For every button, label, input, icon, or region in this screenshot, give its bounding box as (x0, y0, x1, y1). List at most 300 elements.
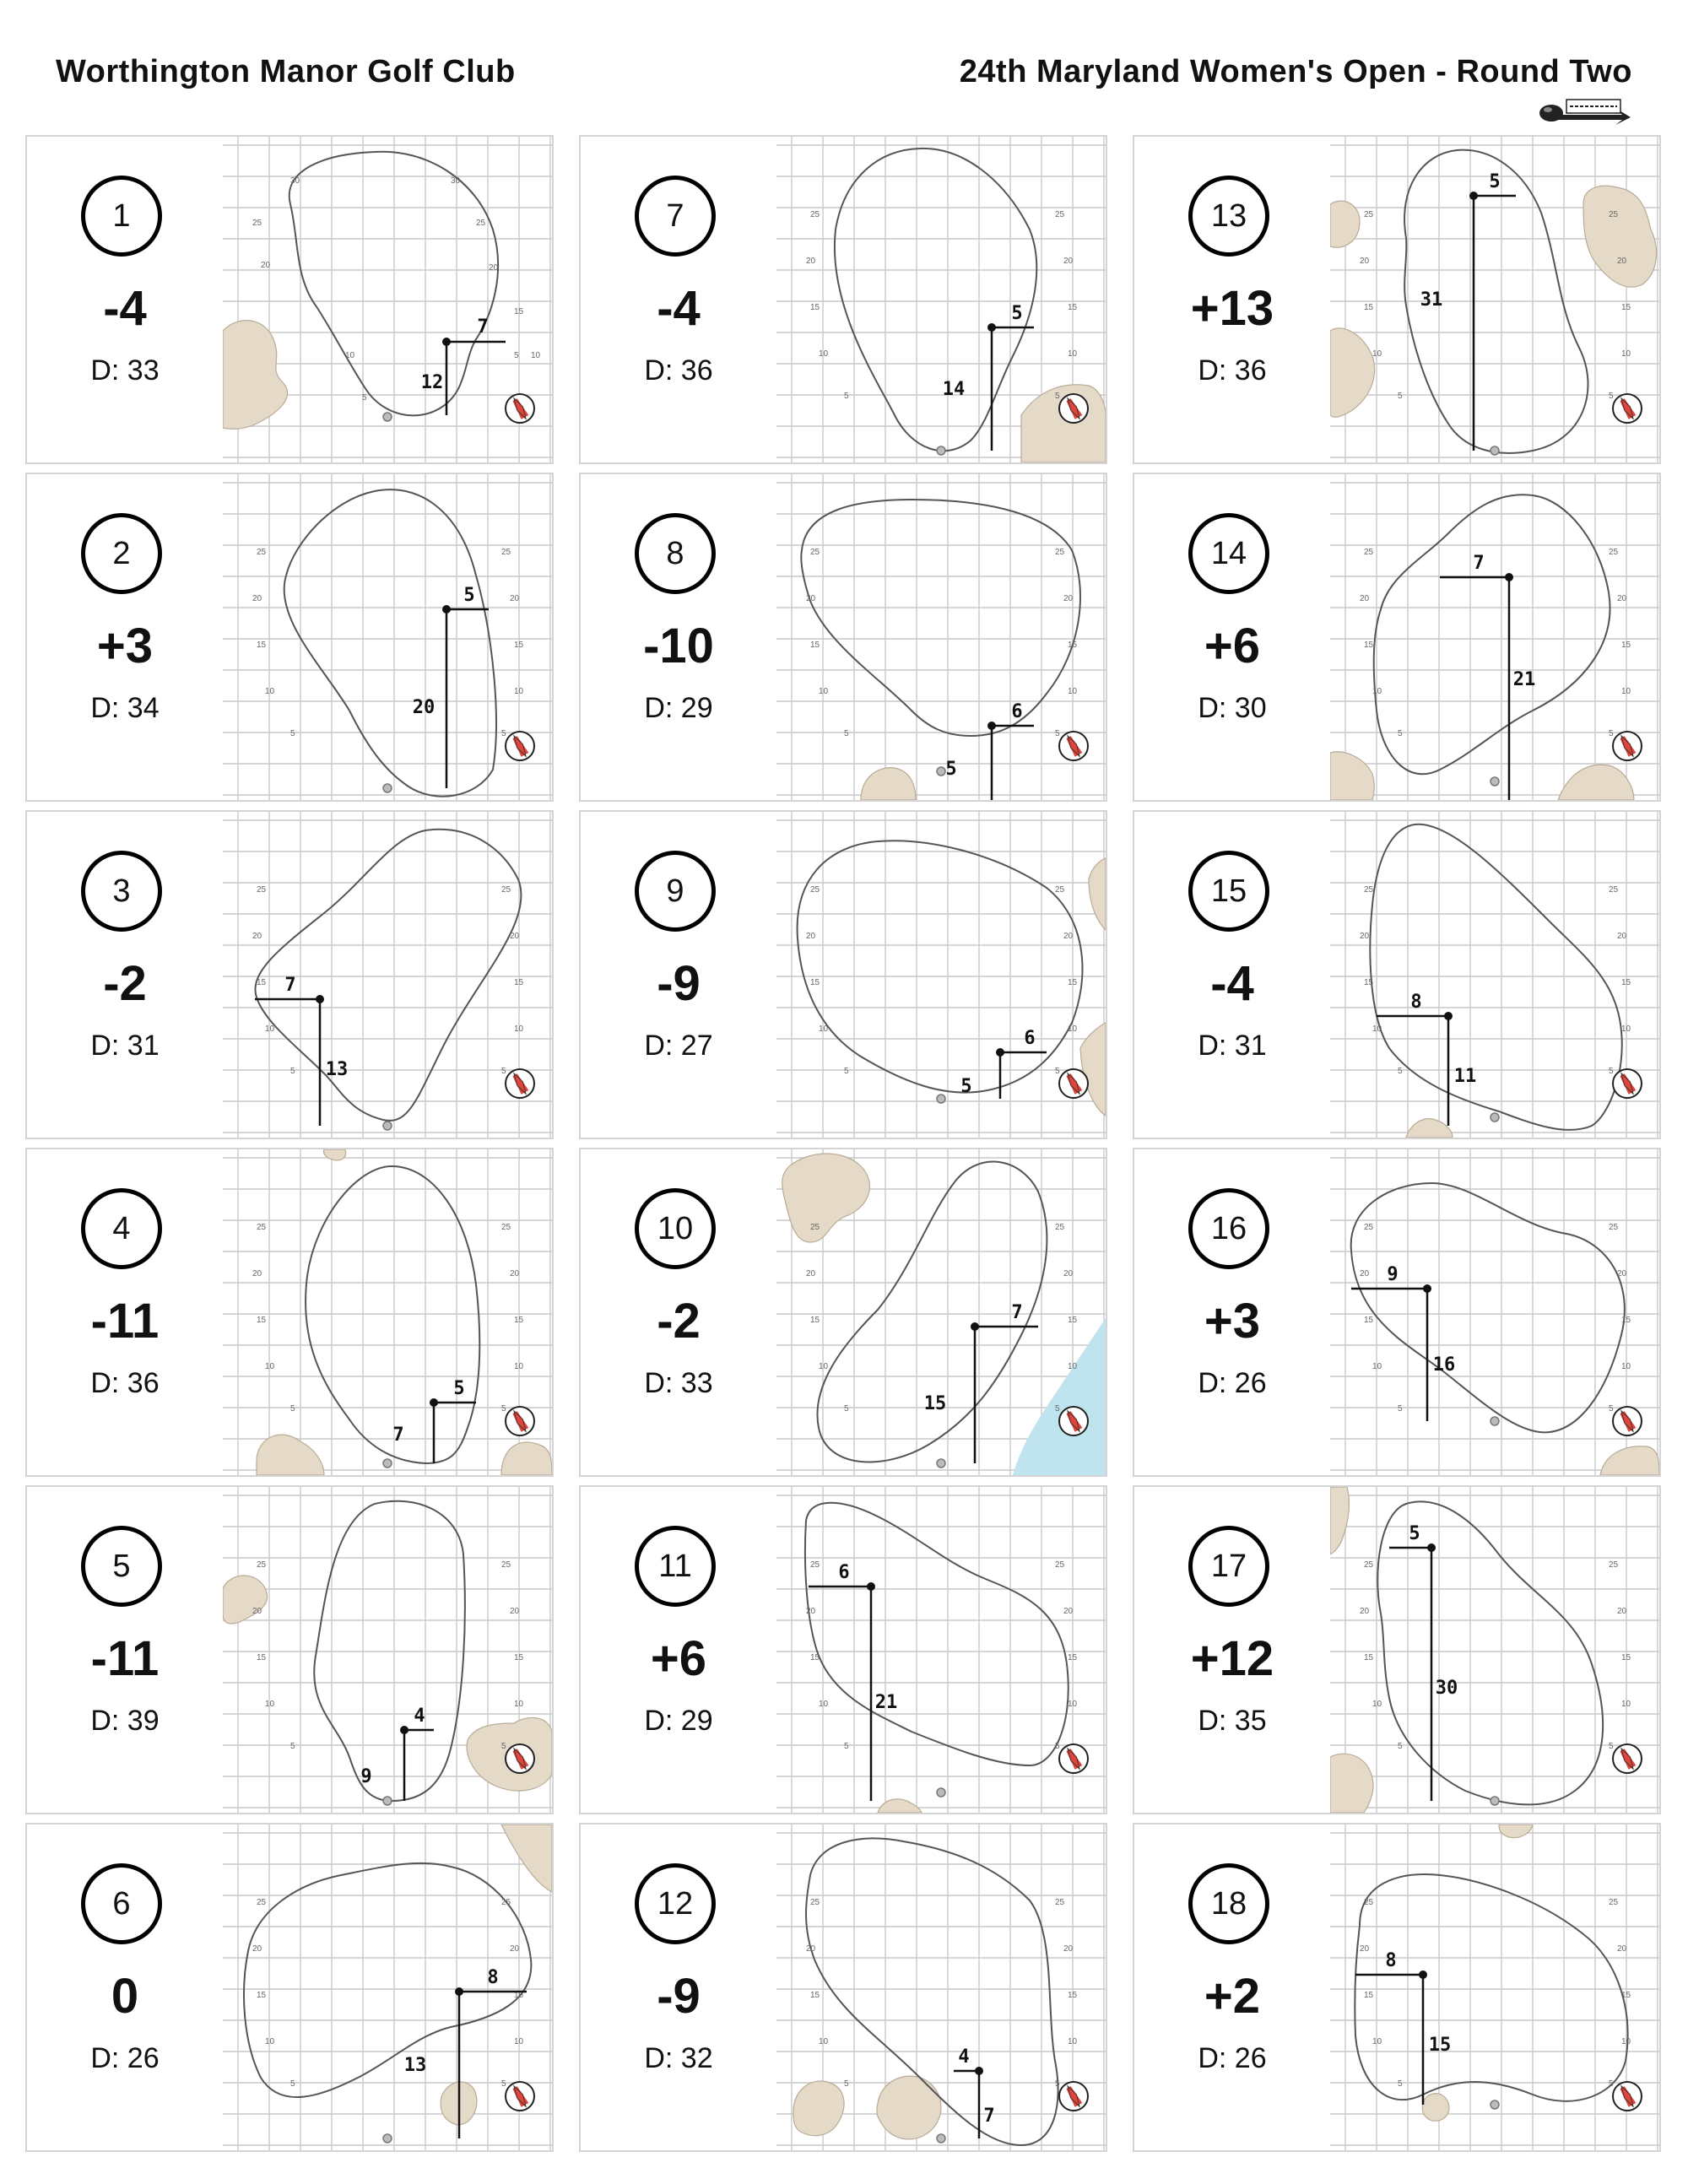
distance-marker: 25 (1609, 1223, 1619, 1232)
hole-card (1133, 1148, 1661, 1477)
distance-marker: 15 (810, 1991, 820, 2000)
up-distance-label: 12 (420, 372, 444, 393)
distance-marker: 20 (1360, 257, 1370, 266)
distance-marker: 5 (844, 1742, 849, 1751)
distance-marker: 5 (844, 2079, 849, 2089)
distance-marker: 15 (257, 1653, 267, 1662)
pin-location (400, 1726, 408, 1734)
compass-icon (506, 1069, 534, 1098)
distance-marker: 5 (290, 2079, 295, 2089)
pin-location (430, 1398, 438, 1407)
distance-marker: 5 (1609, 1404, 1614, 1414)
sprinkler-head (383, 784, 392, 792)
hole-number: 15 (1188, 851, 1269, 932)
distance-marker: 15 (514, 1991, 524, 2000)
distance-marker: 5 (1609, 1067, 1614, 1076)
distance-marker: 25 (1609, 1560, 1619, 1570)
distance-marker: 10 (1372, 2037, 1382, 2046)
up-distance-label: 9 (360, 1766, 372, 1787)
compass-icon (506, 394, 534, 423)
sprinkler-head (1491, 1797, 1499, 1805)
hole-number: 6 (81, 1863, 162, 1944)
distance-marker: 5 (1398, 729, 1403, 738)
distance-marker: 25 (501, 548, 511, 557)
distance-marker: 20 (1063, 257, 1074, 266)
pin-offset-score: +6 (1204, 619, 1261, 673)
distance-marker: 10 (514, 1362, 524, 1371)
distance-marker: 30 (451, 176, 461, 186)
pin-offset-score: +3 (1204, 1294, 1261, 1349)
up-distance-label: 15 (923, 1393, 947, 1414)
distance-marker: 10 (1372, 1024, 1382, 1034)
pin-location (442, 605, 451, 614)
compass-icon (506, 2082, 534, 2111)
bunker (1558, 765, 1634, 800)
up-distance-label: 21 (1512, 669, 1536, 690)
pin-offset-score: -10 (643, 619, 714, 673)
distance-marker: 5 (844, 392, 849, 401)
distance-marker: 25 (1364, 1560, 1374, 1570)
green-depth: D: 39 (90, 1705, 160, 1737)
hole-info (27, 474, 223, 800)
hole-card (1133, 810, 1661, 1139)
hole-info (581, 137, 776, 462)
distance-marker: 25 (810, 548, 820, 557)
bunker (1406, 1119, 1453, 1138)
distance-marker: 15 (810, 978, 820, 987)
compass-icon (1059, 1744, 1088, 1773)
distance-marker: 10 (1621, 1024, 1631, 1034)
hole-info (27, 137, 223, 462)
distance-marker: 15 (810, 303, 820, 312)
hole-card (25, 1148, 554, 1477)
distance-marker: 10 (1068, 1024, 1078, 1034)
distance-marker: 25 (810, 885, 820, 895)
hole-number: 14 (1188, 513, 1269, 594)
distance-marker: 20 (806, 1944, 816, 1954)
green-depth: D: 26 (1198, 1367, 1267, 1399)
up-distance-label: 14 (942, 379, 966, 400)
distance-marker: 15 (514, 641, 524, 650)
compass-icon (1613, 732, 1642, 760)
bunker (1583, 186, 1657, 287)
compass-icon (1059, 1069, 1088, 1098)
sprinkler-head (1491, 2100, 1499, 2109)
distance-marker: 25 (1055, 210, 1065, 219)
sprinkler-head (937, 2134, 945, 2143)
pin-offset-score: +12 (1190, 1631, 1274, 1686)
distance-marker: 20 (806, 1269, 816, 1279)
pin-location (987, 722, 996, 730)
hole-card (579, 473, 1107, 802)
distance-marker: 10 (265, 2037, 275, 2046)
distance-marker: 10 (1621, 1362, 1631, 1371)
pin-offset-score: -2 (103, 956, 147, 1011)
sprinkler-head (383, 1797, 392, 1805)
distance-marker: 10 (265, 1362, 275, 1371)
distance-marker: 10 (1068, 1362, 1078, 1371)
side-distance-label: 5 (1489, 171, 1501, 192)
green-diagram (223, 812, 552, 1138)
green-diagram (1330, 1487, 1659, 1813)
distance-marker: 15 (810, 641, 820, 650)
distance-marker: 25 (810, 1898, 820, 1907)
distance-marker: 5 (290, 1067, 295, 1076)
side-distance-label: 4 (414, 1706, 425, 1727)
green-diagram (223, 474, 552, 800)
club-name: Worthington Manor Golf Club (56, 54, 516, 89)
distance-marker: 10 (1068, 1700, 1078, 1709)
distance-marker: 5 (1398, 1067, 1403, 1076)
side-distance-label: 5 (453, 1378, 465, 1399)
distance-marker: 5 (362, 393, 367, 403)
bunker (1422, 2094, 1449, 2122)
side-distance-label: 9 (1387, 1264, 1399, 1285)
distance-marker: 20 (1063, 1607, 1074, 1616)
distance-marker: 20 (806, 932, 816, 941)
sprinkler-head (937, 1459, 945, 1468)
pin-location (1427, 1543, 1436, 1552)
green-depth: D: 26 (90, 2042, 160, 2074)
distance-marker: 15 (810, 1653, 820, 1662)
distance-marker: 5 (1398, 392, 1403, 401)
distance-marker: 20 (510, 594, 520, 603)
green-diagram (1330, 1825, 1659, 2150)
hole-number: 5 (81, 1526, 162, 1607)
distance-marker: 5 (501, 1742, 506, 1751)
distance-marker: 20 (1617, 257, 1627, 266)
hole-card (25, 473, 554, 802)
distance-marker: 25 (1609, 548, 1619, 557)
distance-marker: 10 (514, 1700, 524, 1709)
green-outline (798, 841, 1083, 1092)
hole-number: 13 (1188, 176, 1269, 257)
green-diagram (223, 1487, 552, 1813)
hole-number: 11 (635, 1526, 716, 1607)
distance-marker: 10 (514, 1024, 524, 1034)
sprinkler-head (1491, 777, 1499, 786)
page-header (56, 54, 1632, 105)
distance-marker: 15 (257, 1991, 267, 2000)
bunker (793, 2081, 844, 2136)
green-depth: D: 30 (1198, 692, 1267, 724)
distance-marker: 25 (1055, 548, 1065, 557)
distance-marker: 10 (819, 2037, 829, 2046)
distance-marker: 25 (257, 548, 267, 557)
pin-location (1423, 1284, 1431, 1293)
green-depth: D: 31 (90, 1030, 160, 1062)
side-distance-label: 5 (463, 585, 475, 606)
hole-card (25, 1823, 554, 2152)
hole-info (1134, 812, 1330, 1138)
green-diagram (776, 1487, 1106, 1813)
distance-marker: 15 (514, 1316, 524, 1325)
green-diagram (776, 137, 1106, 462)
distance-marker: 25 (1364, 1223, 1374, 1232)
green-diagram (776, 1825, 1106, 2150)
distance-marker: 15 (1068, 1991, 1078, 2000)
distance-marker: 25 (257, 1560, 267, 1570)
compass-icon (1059, 1407, 1088, 1435)
sprinkler-head (1491, 1113, 1499, 1122)
distance-marker: 20 (252, 932, 262, 941)
hole-number: 2 (81, 513, 162, 594)
pin-offset-score: +13 (1190, 281, 1274, 336)
distance-marker: 10 (1621, 1700, 1631, 1709)
hole-card (25, 1485, 554, 1814)
compass-icon (506, 1744, 534, 1773)
bunker (501, 1825, 552, 1892)
distance-marker: 10 (1621, 349, 1631, 359)
side-distance-label: 7 (477, 316, 489, 338)
distance-marker: 10 (1621, 2037, 1631, 2046)
green-diagram (223, 137, 552, 462)
distance-marker: 25 (501, 1223, 511, 1232)
hole-card (1133, 1823, 1661, 2152)
green-diagram (1330, 1149, 1659, 1475)
pin-offset-score: +2 (1204, 1969, 1261, 2024)
distance-marker: 20 (252, 594, 262, 603)
hole-info (581, 1487, 776, 1813)
distance-marker: 20 (261, 261, 271, 270)
side-distance-label: 8 (1410, 992, 1422, 1013)
distance-marker: 10 (819, 687, 829, 696)
distance-marker: 20 (510, 1607, 520, 1616)
distance-marker: 5 (1398, 2079, 1403, 2089)
hole-card (579, 1823, 1107, 2152)
hole-info (27, 1487, 223, 1813)
distance-marker: 15 (810, 1316, 820, 1325)
distance-marker: 10 (819, 1700, 829, 1709)
grid (776, 1487, 1106, 1813)
distance-marker: 5 (1609, 1742, 1614, 1751)
bunker (1330, 752, 1374, 800)
distance-marker: 15 (1621, 303, 1631, 312)
sprinkler-head (1491, 446, 1499, 455)
up-distance-label: 11 (1453, 1066, 1477, 1087)
bunker (877, 2076, 941, 2139)
side-distance-label: 8 (487, 1967, 499, 1988)
distance-marker: 25 (810, 210, 820, 219)
distance-marker: 5 (290, 729, 295, 738)
green-depth: D: 29 (644, 692, 713, 724)
distance-marker: 15 (1621, 1316, 1631, 1325)
distance-marker: 10 (819, 1362, 829, 1371)
up-distance-label: 5 (960, 1076, 972, 1097)
hole-card (1133, 135, 1661, 464)
distance-marker: 20 (1360, 1269, 1370, 1279)
distance-marker: 20 (806, 594, 816, 603)
distance-marker: 15 (1068, 641, 1078, 650)
side-distance-label: 7 (1011, 1302, 1023, 1323)
compass-icon (506, 732, 534, 760)
distance-marker: 10 (265, 1700, 275, 1709)
distance-marker: 5 (1609, 2079, 1614, 2089)
distance-marker: 20 (1617, 594, 1627, 603)
bunker (1600, 1446, 1659, 1475)
up-distance-label: 13 (325, 1059, 349, 1080)
side-distance-label: 7 (284, 975, 296, 996)
distance-marker: 5 (1055, 729, 1060, 738)
distance-marker: 5 (290, 1742, 295, 1751)
bunker (1330, 201, 1360, 247)
hole-number: 9 (635, 851, 716, 932)
pin-location (996, 1048, 1004, 1057)
distance-marker: 10 (819, 349, 829, 359)
pin-offset-score: -4 (103, 281, 147, 336)
bunker (501, 1442, 552, 1475)
hole-info (581, 474, 776, 800)
distance-marker: 5 (1055, 1404, 1060, 1414)
up-distance-label: 15 (1428, 2035, 1452, 2056)
bunker (782, 1154, 870, 1242)
distance-marker: 25 (1055, 1560, 1065, 1570)
hole-card (579, 1485, 1107, 1814)
distance-marker: 25 (476, 219, 486, 228)
up-distance-label: 16 (1432, 1354, 1456, 1376)
hole-card (25, 135, 554, 464)
distance-marker: 5 (290, 1404, 295, 1414)
distance-marker: 25 (1609, 210, 1619, 219)
up-distance-label: 30 (1435, 1678, 1458, 1699)
compass-icon (1613, 1744, 1642, 1773)
distance-marker: 20 (1617, 1944, 1627, 1954)
distance-marker: 20 (806, 257, 816, 266)
hole-number: 16 (1188, 1188, 1269, 1269)
event-title: 24th Maryland Women's Open - Round Two (959, 54, 1632, 89)
distance-marker: 10 (1068, 349, 1078, 359)
distance-marker: 10 (819, 1024, 829, 1034)
distance-marker: 20 (510, 1269, 520, 1279)
distance-marker: 10 (265, 687, 275, 696)
bunker (878, 1799, 922, 1813)
distance-marker: 15 (514, 978, 524, 987)
distance-marker: 20 (1360, 1607, 1370, 1616)
pin-offset-score: -4 (1210, 956, 1254, 1011)
distance-marker: 10 (531, 351, 541, 360)
grid (1330, 1487, 1659, 1813)
up-distance-label: 31 (1420, 289, 1443, 311)
distance-marker: 15 (257, 1316, 267, 1325)
pin-offset-score: -11 (90, 1631, 160, 1686)
distance-marker: 20 (510, 1944, 520, 1954)
distance-marker: 5 (1055, 1067, 1060, 1076)
distance-marker: 10 (1068, 2037, 1078, 2046)
pin-offset-score: 0 (111, 1969, 139, 2024)
side-distance-label: 7 (1473, 553, 1485, 574)
compass-icon (1059, 732, 1088, 760)
pin-offset-score: +6 (650, 1631, 707, 1686)
side-distance-label: 4 (958, 2046, 970, 2068)
hole-info (1134, 1149, 1330, 1475)
pin-location (1505, 573, 1513, 581)
compass-icon (1613, 1069, 1642, 1098)
distance-marker: 25 (1055, 1898, 1065, 1907)
green-outline (1355, 1874, 1627, 2101)
grid (1330, 474, 1659, 800)
green-depth: D: 36 (90, 1367, 160, 1399)
distance-marker: 5 (1055, 2079, 1060, 2089)
green-diagram (1330, 137, 1659, 462)
pin-location (442, 338, 451, 346)
distance-marker: 10 (345, 351, 355, 360)
hole-info (27, 812, 223, 1138)
distance-marker: 25 (501, 1560, 511, 1570)
green-diagram (776, 474, 1106, 800)
green-outline (805, 1503, 1069, 1765)
distance-marker: 15 (514, 307, 524, 316)
grid (1330, 812, 1659, 1138)
green-diagram (1330, 812, 1659, 1138)
pin-location (987, 323, 996, 332)
side-distance-label: 6 (838, 1562, 850, 1583)
distance-marker: 20 (1063, 594, 1074, 603)
distance-marker: 5 (1398, 1404, 1403, 1414)
distance-marker: 10 (1372, 349, 1382, 359)
green-outline (835, 149, 1036, 451)
bunker (323, 1149, 345, 1160)
pin-location (316, 995, 324, 1003)
distance-marker: 20 (1063, 1269, 1074, 1279)
pin-location (1444, 1012, 1453, 1020)
sprinkler-head (383, 1459, 392, 1468)
distance-marker: 15 (257, 978, 267, 987)
green-depth: D: 31 (1198, 1030, 1267, 1062)
sprinkler-head (937, 446, 945, 455)
up-distance-label: 7 (983, 2106, 995, 2127)
distance-marker: 10 (265, 1024, 275, 1034)
distance-marker: 15 (1364, 1316, 1374, 1325)
distance-marker: 15 (1068, 303, 1078, 312)
compass-icon (506, 1407, 534, 1435)
sprinkler-head (383, 413, 392, 421)
distance-marker: 25 (1609, 885, 1619, 895)
side-distance-label: 6 (1024, 1028, 1036, 1049)
distance-marker: 20 (1617, 1607, 1627, 1616)
up-distance-label: 13 (403, 2055, 427, 2076)
distance-marker: 30 (290, 176, 300, 186)
green-depth: D: 32 (644, 2042, 713, 2074)
green-outline (284, 489, 496, 797)
green-diagram (223, 1149, 552, 1475)
hole-number: 7 (635, 176, 716, 257)
distance-marker: 10 (1372, 687, 1382, 696)
hole-card (579, 135, 1107, 464)
hole-card (579, 810, 1107, 1139)
sprinkler-head (937, 767, 945, 776)
distance-marker: 15 (1621, 978, 1631, 987)
distance-marker: 5 (1398, 1742, 1403, 1751)
hole-number: 12 (635, 1863, 716, 1944)
distance-marker: 25 (1364, 548, 1374, 557)
pin-location (455, 1987, 463, 1996)
distance-marker: 20 (510, 932, 520, 941)
hole-number: 18 (1188, 1863, 1269, 1944)
bunker (1089, 858, 1106, 930)
distance-marker: 10 (1372, 1700, 1382, 1709)
green-depth: D: 36 (644, 354, 713, 387)
hole-card (1133, 473, 1661, 802)
distance-marker: 15 (1068, 1316, 1078, 1325)
distance-marker: 10 (1068, 687, 1078, 696)
distance-marker: 15 (1364, 303, 1374, 312)
bunker (223, 1576, 268, 1624)
hole-info (581, 1149, 776, 1475)
distance-marker: 20 (1617, 1269, 1627, 1279)
hole-info (27, 1149, 223, 1475)
distance-marker: 5 (501, 729, 506, 738)
pin-location (971, 1322, 979, 1331)
